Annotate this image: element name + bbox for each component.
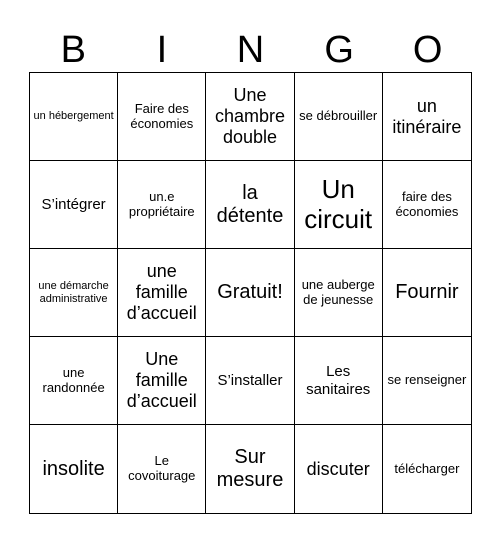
header-letter-n: N [236, 29, 265, 71]
bingo-cell-r3c3[interactable]: Gratuit! [206, 249, 294, 337]
header-letter-b: B [60, 29, 86, 71]
bingo-board [29, 72, 472, 514]
bingo-cell-r4c3[interactable]: S’installer [206, 337, 294, 425]
bingo-cell-r1c3[interactable]: Une chambre double [206, 73, 294, 161]
header-letter-i: I [156, 29, 168, 71]
bingo-cell-r4c2[interactable]: Une famille d’accueil [118, 337, 206, 425]
bingo-header [29, 26, 472, 74]
bingo-cell-r5c1[interactable]: insolite [30, 425, 118, 513]
bingo-cell-r3c4[interactable]: une auberge de jeunesse [295, 249, 383, 337]
bingo-cell-r2c2[interactable]: un.e propriétaire [118, 161, 206, 249]
bingo-cell-r4c4[interactable]: Les sanitaires [295, 337, 383, 425]
bingo-cell-r4c1[interactable]: une randonnée [30, 337, 118, 425]
bingo-cell-r5c2[interactable]: Le covoiturage [118, 425, 206, 513]
bingo-cell-r4c5[interactable]: se renseigner [383, 337, 471, 425]
bingo-cell-r1c4[interactable]: se débrouiller [295, 73, 383, 161]
bingo-cell-r5c4[interactable]: discuter [295, 425, 383, 513]
bingo-cell-r1c2[interactable]: Faire des économies [118, 73, 206, 161]
bingo-cell-r1c1[interactable]: un hébergement [30, 73, 118, 161]
header-letter-o: O [412, 29, 443, 71]
bingo-cell-r2c5[interactable]: faire des économies [383, 161, 471, 249]
header-letter-g: G [324, 29, 354, 71]
bingo-cell-r1c5[interactable]: un itinéraire [383, 73, 471, 161]
bingo-cell-r3c1[interactable]: une démarche administrative [30, 249, 118, 337]
bingo-cell-r3c2[interactable]: une famille d’accueil [118, 249, 206, 337]
bingo-cell-r5c5[interactable]: télécharger [394, 460, 460, 476]
bingo-cell-r3c5[interactable]: Fournir [383, 249, 471, 337]
bingo-cell-r2c3[interactable]: la détente [206, 161, 294, 249]
bingo-cell-r2c4[interactable]: Un circuit [295, 161, 383, 249]
bingo-cell-r2c1[interactable]: S’intégrer [30, 161, 118, 249]
bingo-cell-r5c3[interactable]: Sur mesure [206, 425, 294, 513]
